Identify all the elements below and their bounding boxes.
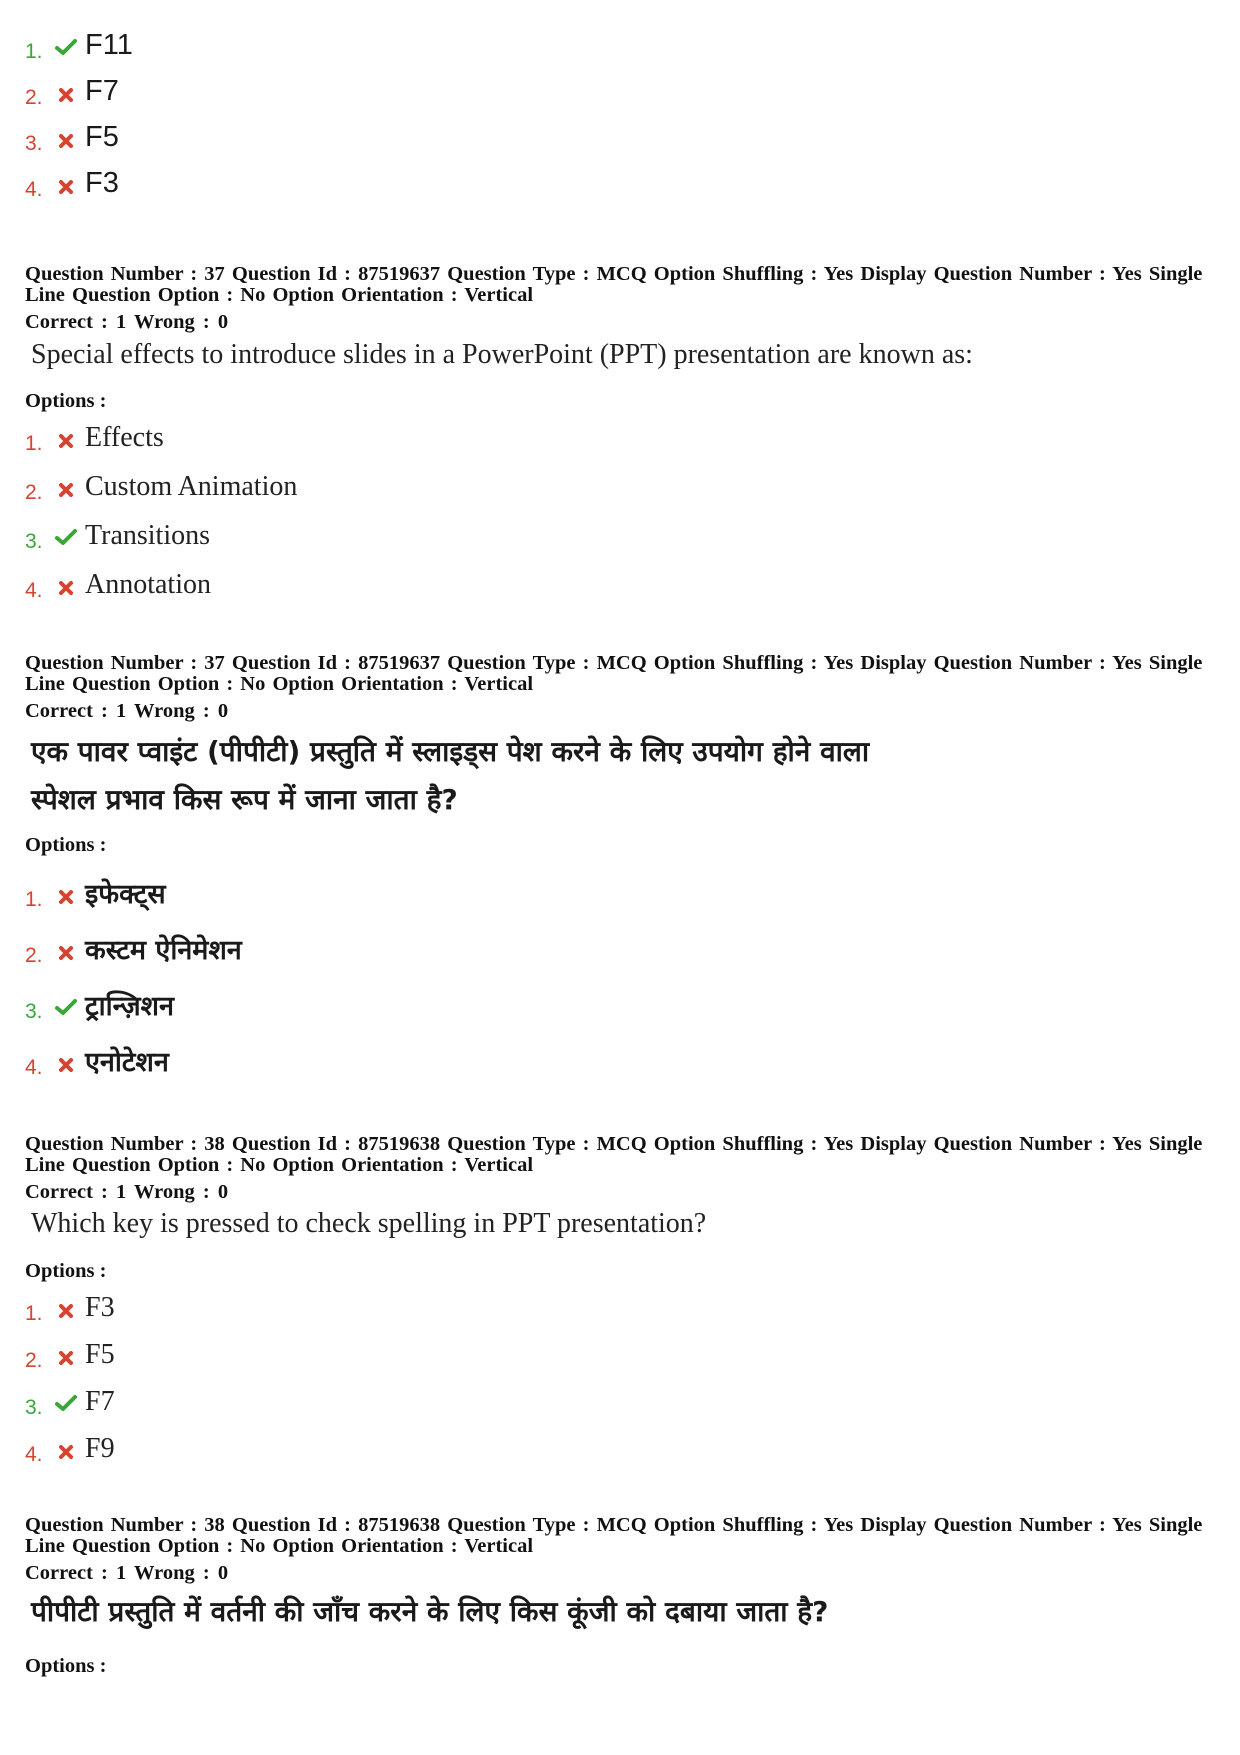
option-number: 3. [25, 530, 43, 553]
option-row [25, 514, 210, 554]
option-text: इफेक्ट्स [85, 879, 166, 910]
cross-icon [51, 1304, 81, 1326]
option-number: 2. [25, 86, 43, 109]
cross-icon [51, 180, 81, 202]
option-number: 1. [25, 888, 43, 911]
option-text: F7 [85, 1386, 115, 1417]
option-text: Transitions [85, 520, 211, 551]
cross-icon [51, 88, 81, 110]
question-text: Which key is pressed to check spelling in PPT presentation? [31, 1208, 707, 1239]
check-icon [51, 528, 81, 554]
question-meta [25, 264, 1225, 306]
option-row [25, 116, 119, 156]
option-row [25, 984, 174, 1024]
option-text: ट्रान्ज़िशन [85, 991, 175, 1022]
option-row [25, 162, 119, 202]
meta-line: Question Number : 37 Question Id : 87519637 Question Type : MCQ Option Shuffling : Yes Display Question Number : Yes Single [25, 263, 1203, 285]
option-row [25, 24, 133, 64]
option-number: 3. [25, 1396, 43, 1419]
option-number: 1. [25, 1302, 43, 1325]
meta-line: Line Question Option : No Option Orientation : Vertical [25, 1535, 534, 1557]
option-text: F3 [85, 167, 119, 199]
meta-line: Question Number : 38 Question Id : 87519638 Question Type : MCQ Option Shuffling : Yes Display Question Number : Yes Single [25, 1514, 1203, 1536]
option-number: 2. [25, 481, 43, 504]
check-icon [51, 998, 81, 1024]
options-label: Options : [25, 1655, 107, 1677]
question-text: Special effects to introduce slides in a PowerPoint (PPT) presentation are known as: [31, 339, 973, 370]
check-icon [51, 1394, 81, 1420]
option-text: F7 [85, 75, 119, 107]
meta-line: Line Question Option : No Option Orientation : Vertical [25, 673, 534, 695]
option-text: F5 [85, 121, 119, 153]
option-row [25, 1380, 115, 1420]
question-text [31, 728, 1131, 824]
cross-icon [51, 581, 81, 603]
options-label: Options : [25, 1260, 107, 1282]
option-row [25, 872, 166, 912]
question-meta [25, 653, 1225, 695]
cross-icon [51, 946, 81, 968]
option-row [25, 1427, 115, 1467]
cross-icon [51, 483, 81, 505]
question-line: एक पावर प्वाइंट (पीपीटी) प्रस्तुति में स्लाइड्स पेश करने के लिए उपयोग होने वाला [31, 735, 870, 768]
option-row [25, 1333, 115, 1373]
options-label: Options : [25, 390, 107, 412]
cross-icon [51, 1351, 81, 1373]
option-number: 4. [25, 1443, 43, 1466]
option-number: 4. [25, 1056, 43, 1079]
question-meta [25, 1134, 1225, 1176]
option-row [25, 928, 242, 968]
option-text: Effects [85, 422, 164, 453]
option-row [25, 70, 119, 110]
option-row [25, 1040, 169, 1080]
option-row [25, 465, 297, 505]
score-line: Correct : 1 Wrong : 0 [25, 700, 229, 722]
option-number: 2. [25, 944, 43, 967]
option-text: F11 [85, 29, 133, 61]
question-meta [25, 1515, 1225, 1557]
score-line: Correct : 1 Wrong : 0 [25, 311, 229, 333]
option-number: 1. [25, 40, 43, 63]
option-text: Custom Animation [85, 471, 298, 502]
meta-line: Question Number : 37 Question Id : 87519637 Question Type : MCQ Option Shuffling : Yes Display Question Number : Yes Single [25, 652, 1203, 674]
option-row [25, 563, 211, 603]
option-row [25, 1286, 115, 1326]
option-number: 3. [25, 1000, 43, 1023]
question-line: स्पेशल प्रभाव किस रूप में जाना जाता है? [31, 783, 458, 816]
option-text: F5 [85, 1339, 115, 1370]
meta-line: Line Question Option : No Option Orientation : Vertical [25, 284, 534, 306]
options-label: Options : [25, 834, 107, 856]
option-number: 4. [25, 178, 43, 201]
cross-icon [51, 434, 81, 456]
question-text: पीपीटी प्रस्तुति में वर्तनी की जाँच करने के लिए किस कूंजी को दबाया जाता है? [31, 1595, 829, 1628]
cross-icon [51, 890, 81, 912]
cross-icon [51, 1058, 81, 1080]
score-line: Correct : 1 Wrong : 0 [25, 1562, 229, 1584]
option-text: कस्टम ऐनिमेशन [85, 935, 242, 966]
meta-line: Line Question Option : No Option Orientation : Vertical [25, 1154, 534, 1176]
option-number: 4. [25, 579, 43, 602]
option-text: F9 [85, 1433, 115, 1464]
option-row [25, 416, 164, 456]
score-line: Correct : 1 Wrong : 0 [25, 1181, 229, 1203]
option-text: एनोटेशन [85, 1047, 169, 1078]
option-text: Annotation [85, 569, 211, 600]
option-text: F3 [85, 1292, 115, 1323]
cross-icon [51, 134, 81, 156]
option-number: 1. [25, 432, 43, 455]
option-number: 2. [25, 1349, 43, 1372]
check-icon [51, 38, 81, 64]
meta-line: Question Number : 38 Question Id : 87519638 Question Type : MCQ Option Shuffling : Yes Display Question Number : Yes Single [25, 1133, 1203, 1155]
option-number: 3. [25, 132, 43, 155]
cross-icon [51, 1445, 81, 1467]
